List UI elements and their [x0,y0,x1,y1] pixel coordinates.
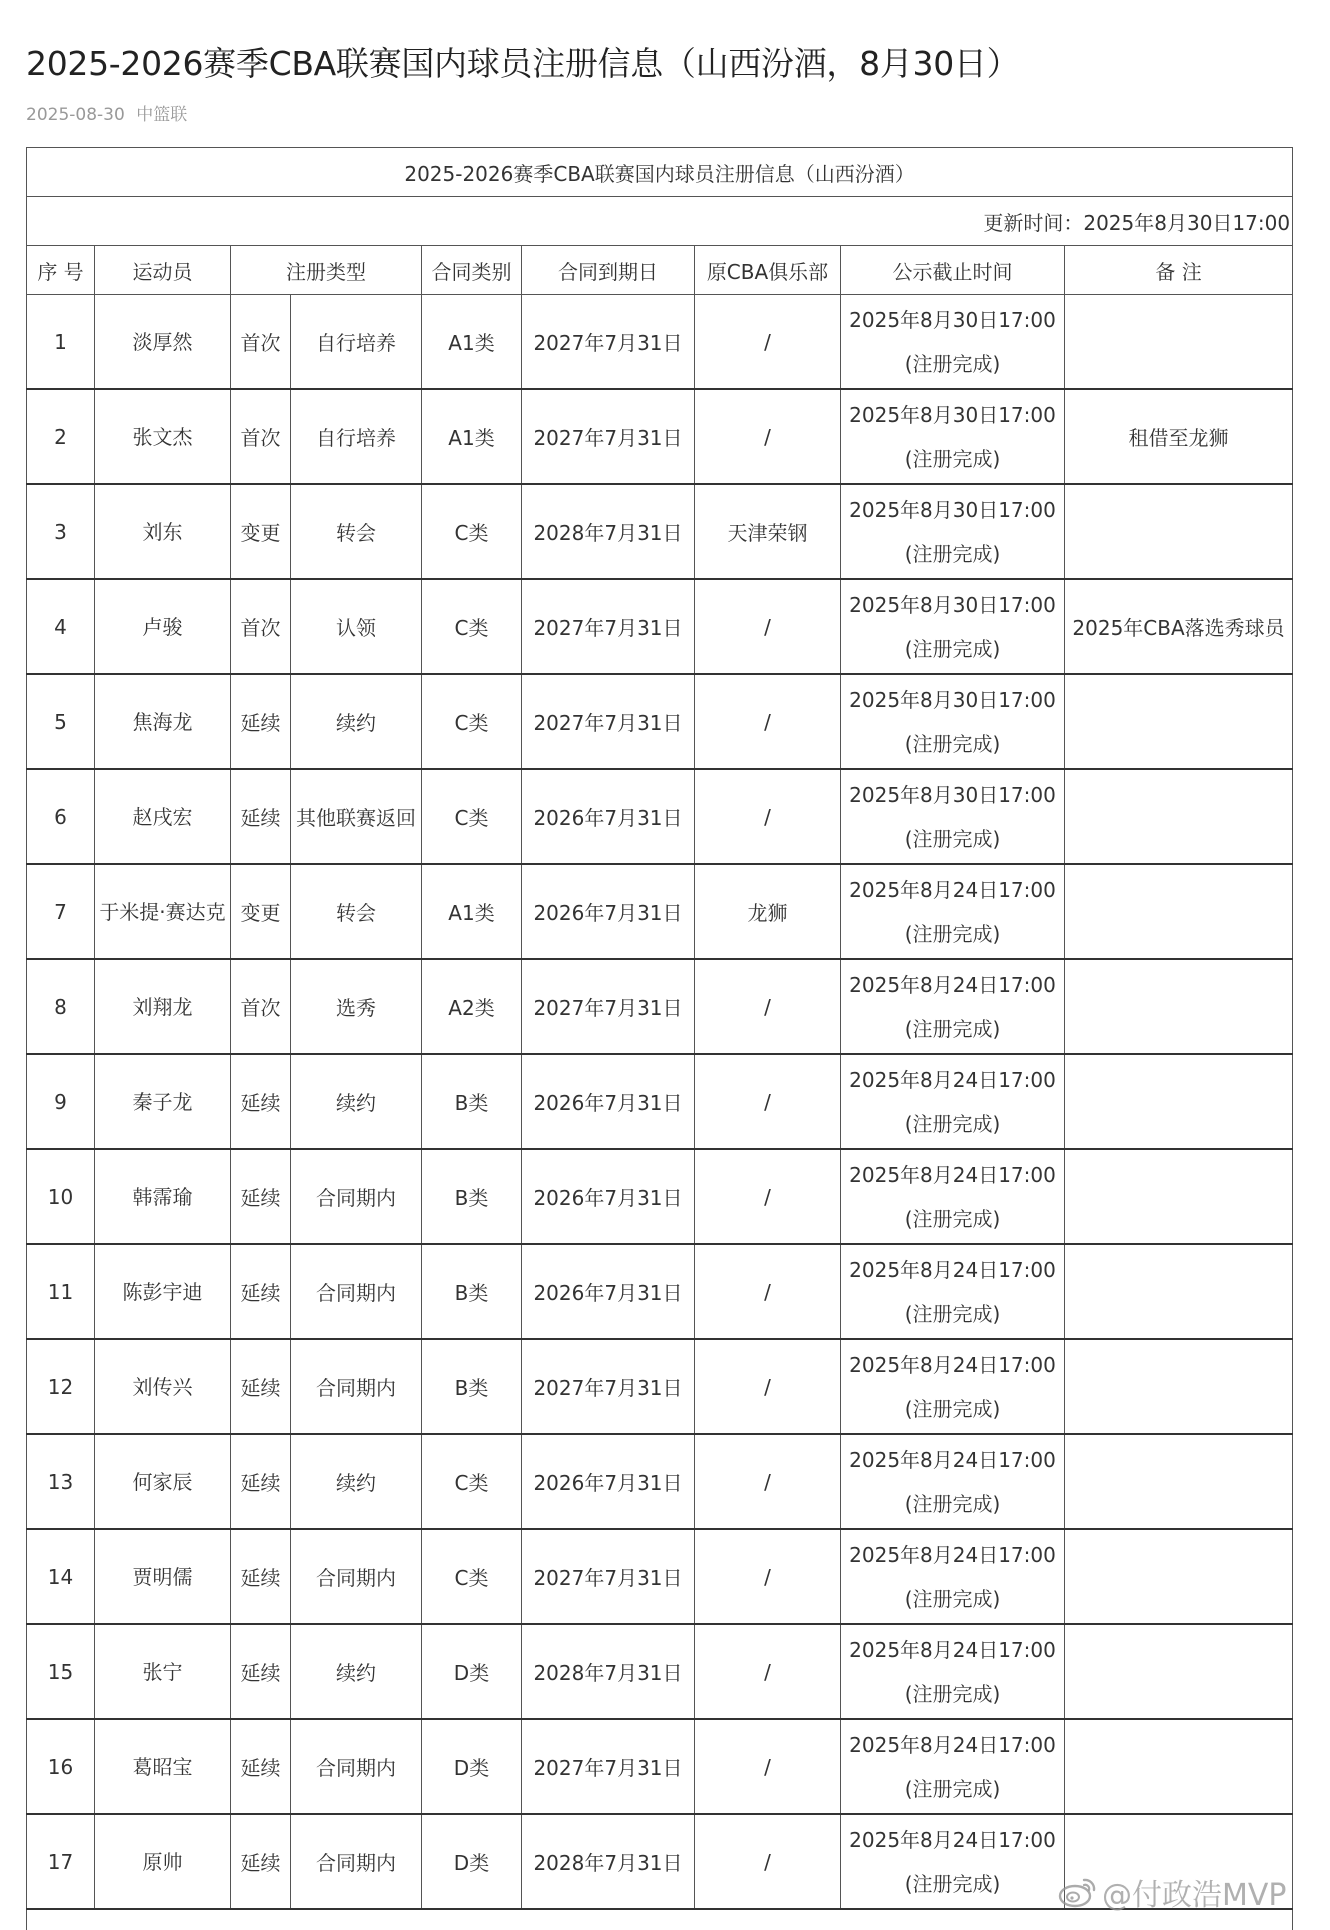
registration-status: (注册完成) [904,541,1001,566]
contract-type: C类 [422,1529,522,1624]
deadline-date: 2025年8月24日17:00 [849,1447,1056,1472]
table-row [27,959,1293,1054]
header-player: 运动员 [95,246,231,295]
header-reg-type: 注册类型 [231,246,422,295]
deadline-cell [841,959,1065,1054]
row-index: 11 [27,1244,95,1339]
contract-type: C类 [422,579,522,674]
deadline-date: 2025年8月30日17:00 [849,782,1056,807]
reg-type: 延续 [231,1624,291,1719]
row-index: 9 [27,1054,95,1149]
remark [1065,1529,1293,1624]
reg-subtype: 合同期内 [291,1529,422,1624]
deadline-date: 2025年8月24日17:00 [849,1352,1056,1377]
reg-type: 首次 [231,389,291,484]
player-name: 陈彭宇迪 [95,1244,231,1339]
player-name: 葛昭宝 [95,1719,231,1814]
deadline-cell [841,1814,1065,1909]
deadline-cell [841,295,1065,390]
row-index: 13 [27,1434,95,1529]
reg-subtype: 自行培养 [291,389,422,484]
deadline-date: 2025年8月30日17:00 [849,307,1056,332]
prev-club: / [695,1624,841,1719]
prev-club: / [695,1529,841,1624]
header-index: 序 号 [27,246,95,295]
deadline-date: 2025年8月30日17:00 [849,497,1056,522]
contract-type: B类 [422,1244,522,1339]
registration-status: (注册完成) [904,446,1001,471]
reg-subtype: 认领 [291,579,422,674]
publish-date: 2025-08-30 [26,105,125,125]
remark [1065,1339,1293,1434]
header-remark: 备 注 [1065,246,1293,295]
contract-type: C类 [422,484,522,579]
player-name: 贾明儒 [95,1529,231,1624]
reg-type: 变更 [231,484,291,579]
row-index: 10 [27,1149,95,1244]
remark [1065,959,1293,1054]
contract-type: A1类 [422,295,522,390]
reg-type: 延续 [231,1434,291,1529]
contract-end: 2026年7月31日 [522,1054,695,1149]
contract-end: 2026年7月31日 [522,864,695,959]
table-header-row [27,246,1293,295]
header-deadline: 公示截止时间 [841,246,1065,295]
player-name: 赵戌宏 [95,769,231,864]
reg-subtype: 选秀 [291,959,422,1054]
contract-end: 2026年7月31日 [522,1244,695,1339]
deadline-cell [841,484,1065,579]
page-title: 2025-2026赛季CBA联赛国内球员注册信息（山西汾酒，8月30日） [26,44,1020,83]
reg-type: 延续 [231,1529,291,1624]
player-name: 焦海龙 [95,674,231,769]
source-link[interactable]: 中篮联 [136,105,188,125]
reg-subtype: 转会 [291,484,422,579]
table-row [27,674,1293,769]
reg-subtype: 合同期内 [291,1719,422,1814]
contract-type: C类 [422,674,522,769]
player-name: 卢骏 [95,579,231,674]
contract-end: 2027年7月31日 [522,959,695,1054]
remark [1065,769,1293,864]
contract-end: 2027年7月31日 [522,1339,695,1434]
header-contract-type: 合同类别 [422,246,522,295]
contract-type: C类 [422,769,522,864]
deadline-cell [841,1434,1065,1529]
contract-end: 2028年7月31日 [522,484,695,579]
prev-club: / [695,1244,841,1339]
remark: 租借至龙狮 [1065,389,1293,484]
reg-type: 延续 [231,674,291,769]
table-row [27,1434,1293,1529]
remark [1065,295,1293,390]
prev-club: 天津荣钢 [695,484,841,579]
reg-subtype: 续约 [291,1434,422,1529]
row-index: 2 [27,389,95,484]
deadline-date: 2025年8月30日17:00 [849,687,1056,712]
reg-subtype: 自行培养 [291,295,422,390]
deadline-date: 2025年8月24日17:00 [849,1067,1056,1092]
prev-club: / [695,959,841,1054]
reg-type: 变更 [231,864,291,959]
row-index: 17 [27,1814,95,1909]
deadline-cell [841,1719,1065,1814]
registration-status: (注册完成) [904,1491,1001,1516]
row-index: 5 [27,674,95,769]
contract-end: 2027年7月31日 [522,579,695,674]
contract-type: C类 [422,1434,522,1529]
table-row [27,1624,1293,1719]
contract-type: B类 [422,1054,522,1149]
player-name: 淡厚然 [95,295,231,390]
deadline-cell [841,1244,1065,1339]
prev-club: / [695,769,841,864]
prev-club: / [695,295,841,390]
table-row [27,1529,1293,1624]
contract-end: 2026年7月31日 [522,1434,695,1529]
player-name: 刘翔龙 [95,959,231,1054]
row-index: 3 [27,484,95,579]
table-row [27,484,1293,579]
player-name: 张宁 [95,1624,231,1719]
registration-status: (注册完成) [904,826,1001,851]
article-meta [26,100,187,125]
reg-type: 延续 [231,1054,291,1149]
reg-type: 延续 [231,1814,291,1909]
registration-status: (注册完成) [904,351,1001,376]
table-row [27,1339,1293,1434]
deadline-cell [841,1529,1065,1624]
player-name: 韩霈瑜 [95,1149,231,1244]
table-row [27,295,1293,390]
row-index: 1 [27,295,95,390]
prev-club: / [695,579,841,674]
row-index: 15 [27,1624,95,1719]
player-name: 秦子龙 [95,1054,231,1149]
deadline-date: 2025年8月24日17:00 [849,877,1056,902]
row-index: 7 [27,864,95,959]
player-name: 张文杰 [95,389,231,484]
reg-subtype: 合同期内 [291,1244,422,1339]
watermark [1058,1870,1287,1914]
reg-subtype: 续约 [291,674,422,769]
remark [1065,674,1293,769]
registration-status: (注册完成) [904,731,1001,756]
deadline-cell [841,769,1065,864]
prev-club: / [695,389,841,484]
registration-status: (注册完成) [904,1206,1001,1231]
row-index: 12 [27,1339,95,1434]
prev-club: / [695,674,841,769]
watermark-text: @付政浩MVP [1102,1878,1287,1913]
deadline-date: 2025年8月24日17:00 [849,1827,1056,1852]
remark [1065,1624,1293,1719]
reg-type: 首次 [231,295,291,390]
player-name: 何家辰 [95,1434,231,1529]
row-index: 16 [27,1719,95,1814]
row-index: 6 [27,769,95,864]
deadline-date: 2025年8月24日17:00 [849,972,1056,997]
registration-table [26,147,1293,1930]
contract-type: A1类 [422,864,522,959]
prev-club: / [695,1054,841,1149]
contract-end: 2027年7月31日 [522,295,695,390]
prev-club: / [695,1719,841,1814]
contract-end: 2028年7月31日 [522,1624,695,1719]
reg-type: 首次 [231,579,291,674]
reg-subtype: 转会 [291,864,422,959]
reg-type: 延续 [231,769,291,864]
registration-status: (注册完成) [904,1586,1001,1611]
contract-end: 2028年7月31日 [522,1814,695,1909]
remark [1065,1719,1293,1814]
table-row [27,1719,1293,1814]
contract-type: A1类 [422,389,522,484]
prev-club: / [695,1434,841,1529]
player-name: 原帅 [95,1814,231,1909]
reg-type: 延续 [231,1719,291,1814]
table-caption: 2025-2026赛季CBA联赛国内球员注册信息（山西汾酒） [27,148,1293,197]
table-row [27,389,1293,484]
contract-type: D类 [422,1624,522,1719]
deadline-date: 2025年8月24日17:00 [849,1162,1056,1187]
reg-subtype: 合同期内 [291,1814,422,1909]
contract-end: 2027年7月31日 [522,389,695,484]
reg-subtype: 续约 [291,1624,422,1719]
player-name: 于米提·赛达克 [95,864,231,959]
deadline-cell [841,389,1065,484]
deadline-cell [841,674,1065,769]
contract-end: 2026年7月31日 [522,769,695,864]
prev-club: / [695,1149,841,1244]
contract-end: 2027年7月31日 [522,1529,695,1624]
remark [1065,1149,1293,1244]
row-index: 4 [27,579,95,674]
remark [1065,484,1293,579]
row-index: 8 [27,959,95,1054]
contract-type: A2类 [422,959,522,1054]
table-row [27,769,1293,864]
prev-club: / [695,1339,841,1434]
deadline-cell [841,1624,1065,1719]
registration-status: (注册完成) [904,636,1001,661]
table-row [27,1149,1293,1244]
update-time: 更新时间：2025年8月30日17:00 [27,197,1293,246]
deadline-cell [841,1054,1065,1149]
contract-type: B类 [422,1339,522,1434]
deadline-date: 2025年8月24日17:00 [849,1637,1056,1662]
deadline-date: 2025年8月24日17:00 [849,1732,1056,1757]
registration-status: (注册完成) [904,1016,1001,1041]
header-contract-end: 合同到期日 [522,246,695,295]
registration-status: (注册完成) [904,1776,1001,1801]
deadline-cell [841,864,1065,959]
registration-status: (注册完成) [904,921,1001,946]
deadline-cell [841,1149,1065,1244]
reg-subtype: 续约 [291,1054,422,1149]
reg-subtype: 其他联赛返回 [291,769,422,864]
header-prev-club: 原CBA俱乐部 [695,246,841,295]
weibo-icon [1058,1875,1098,1909]
remark: 2025年CBA落选秀球员 [1065,579,1293,674]
registration-status: (注册完成) [904,1396,1001,1421]
row-index: 14 [27,1529,95,1624]
table-row [27,579,1293,674]
contract-end: 2027年7月31日 [522,1719,695,1814]
table-row [27,1054,1293,1149]
deadline-cell [841,1339,1065,1434]
remark [1065,1054,1293,1149]
reg-subtype: 合同期内 [291,1149,422,1244]
reg-type: 延续 [231,1339,291,1434]
table-row [27,1244,1293,1339]
deadline-cell [841,579,1065,674]
remark [1065,1434,1293,1529]
player-name: 刘东 [95,484,231,579]
contract-type: B类 [422,1149,522,1244]
contract-end: 2027年7月31日 [522,674,695,769]
table-row [27,864,1293,959]
registration-status: (注册完成) [904,1111,1001,1136]
reg-type: 延续 [231,1149,291,1244]
contract-type: D类 [422,1814,522,1909]
deadline-date: 2025年8月24日17:00 [849,1542,1056,1567]
reg-subtype: 合同期内 [291,1339,422,1434]
contract-type: D类 [422,1719,522,1814]
deadline-date: 2025年8月30日17:00 [849,592,1056,617]
registration-status: (注册完成) [904,1301,1001,1326]
reg-type: 首次 [231,959,291,1054]
prev-club: / [695,1814,841,1909]
player-name: 刘传兴 [95,1339,231,1434]
remark [1065,864,1293,959]
registration-status: (注册完成) [904,1681,1001,1706]
remark [1065,1244,1293,1339]
registration-status: (注册完成) [904,1871,1001,1896]
deadline-date: 2025年8月24日17:00 [849,1257,1056,1282]
contract-end: 2026年7月31日 [522,1149,695,1244]
reg-type: 延续 [231,1244,291,1339]
prev-club: 龙狮 [695,864,841,959]
deadline-date: 2025年8月30日17:00 [849,402,1056,427]
